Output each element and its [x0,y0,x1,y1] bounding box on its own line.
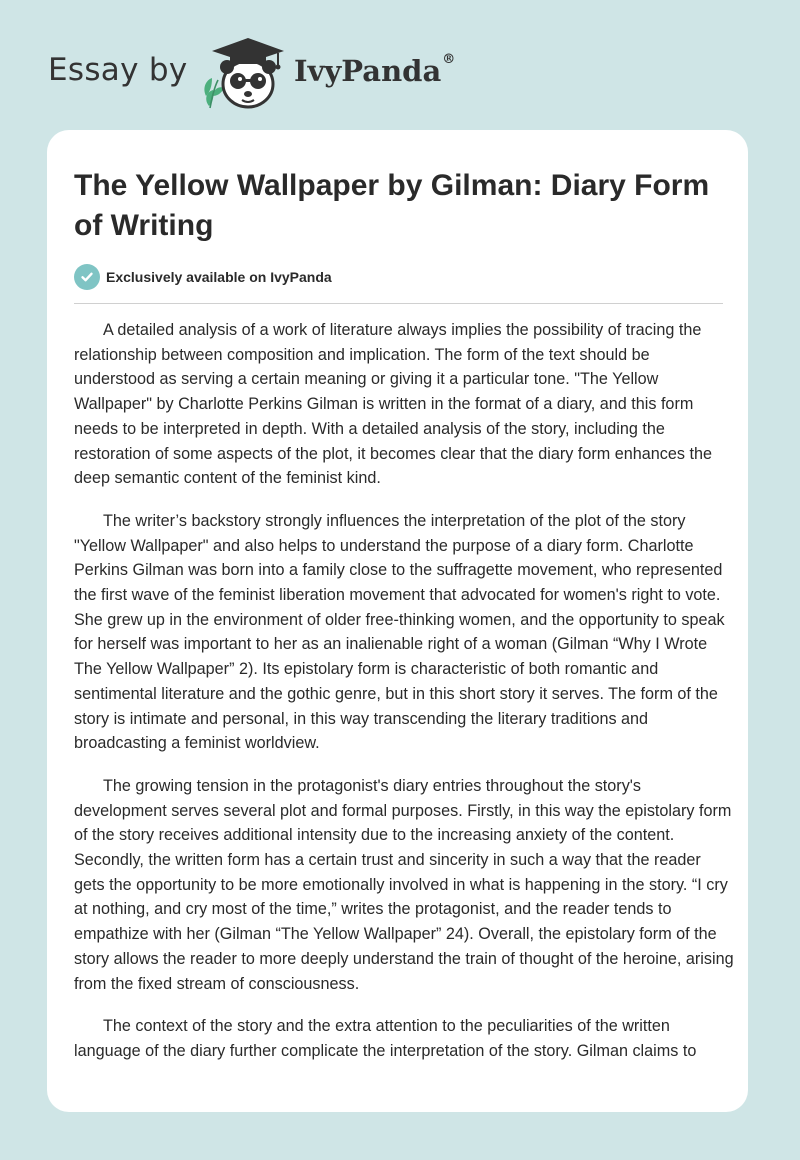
panda-graduate-icon [200,36,292,110]
paragraph: A detailed analysis of a work of literature always implies the possibility of tracing the relationship between composition and implication. The form of the text should be understood as serving a certain meaning or giving it a particular tone. "The Yellow Wallpaper" by Charlotte Perkins Gilman is written in the format of a diary, and this form needs to be interpreted in depth. With a detailed analysis of the story, including the restoration of some aspects of the plot, it becomes clear that the diary form enhances the deep semantic content of the feminist kind. [74,321,712,488]
page-title: The Yellow Wallpaper by Gilman: Diary Form of Writing [74,169,710,242]
paragraph: The context of the story and the extra attention to the peculiarities of the written language of the diary further complicate the interpretation of the story. Gilman claims to [74,1017,697,1060]
site-brand[interactable] [48,30,488,110]
exclusive-badge [74,264,332,290]
essay-body [74,318,734,1082]
brand-name: IvyPanda® [294,52,456,88]
registered-mark: ® [442,52,456,67]
badge-label: Exclusively available on IvyPanda [106,269,332,285]
paragraph: The growing tension in the protagonist's diary entries throughout the story's development serves several plot and formal purposes. Firstly, in this way the epistolary form of the story receives additional intensity due to the increasing anxiety of the content. Secondly, the written form has a certain trust and sincerity in such a way that the reader gets the opportunity to be more emotionally involved in what is happening in the story. “I cry at nothing, and cry most of the time,” writes the protagonist, and the reader tends to empathize with her (Gilman “The Yellow Wallpaper” 24). Overall, the epistolary form of the story allows the reader to more deeply understand the train of thought of the heroine, arising from the fixed stream of consciousness. [74,776,734,993]
essay-card [47,130,748,1112]
brand-prefix: Essay by [48,52,188,88]
check-circle-icon [74,264,100,290]
divider [74,303,723,304]
paragraph: The writer’s backstory strongly influences the interpretation of the plot of the story "Yellow Wallpaper" and also helps to understand the purpose of a diary form. Charlotte Perkins Gilman was born into a family close to the suffragette movement, who represented the first wave of the feminist liberation movement that advocated for women's right to vote. She grew up in the environment of older free-thinking women, and the opportunity to speak for herself was important to her as an inalienable right of a woman (Gilman “Why I Wrote The Yellow Wallpaper” 2). Its epistolary form is characteristic of both romantic and sentimental literature and the gothic genre, but in this short story it serves. The form of the story is intimate and personal, in this way transcending the literary traditions and broadcasting a feminist worldview. [74,511,725,753]
